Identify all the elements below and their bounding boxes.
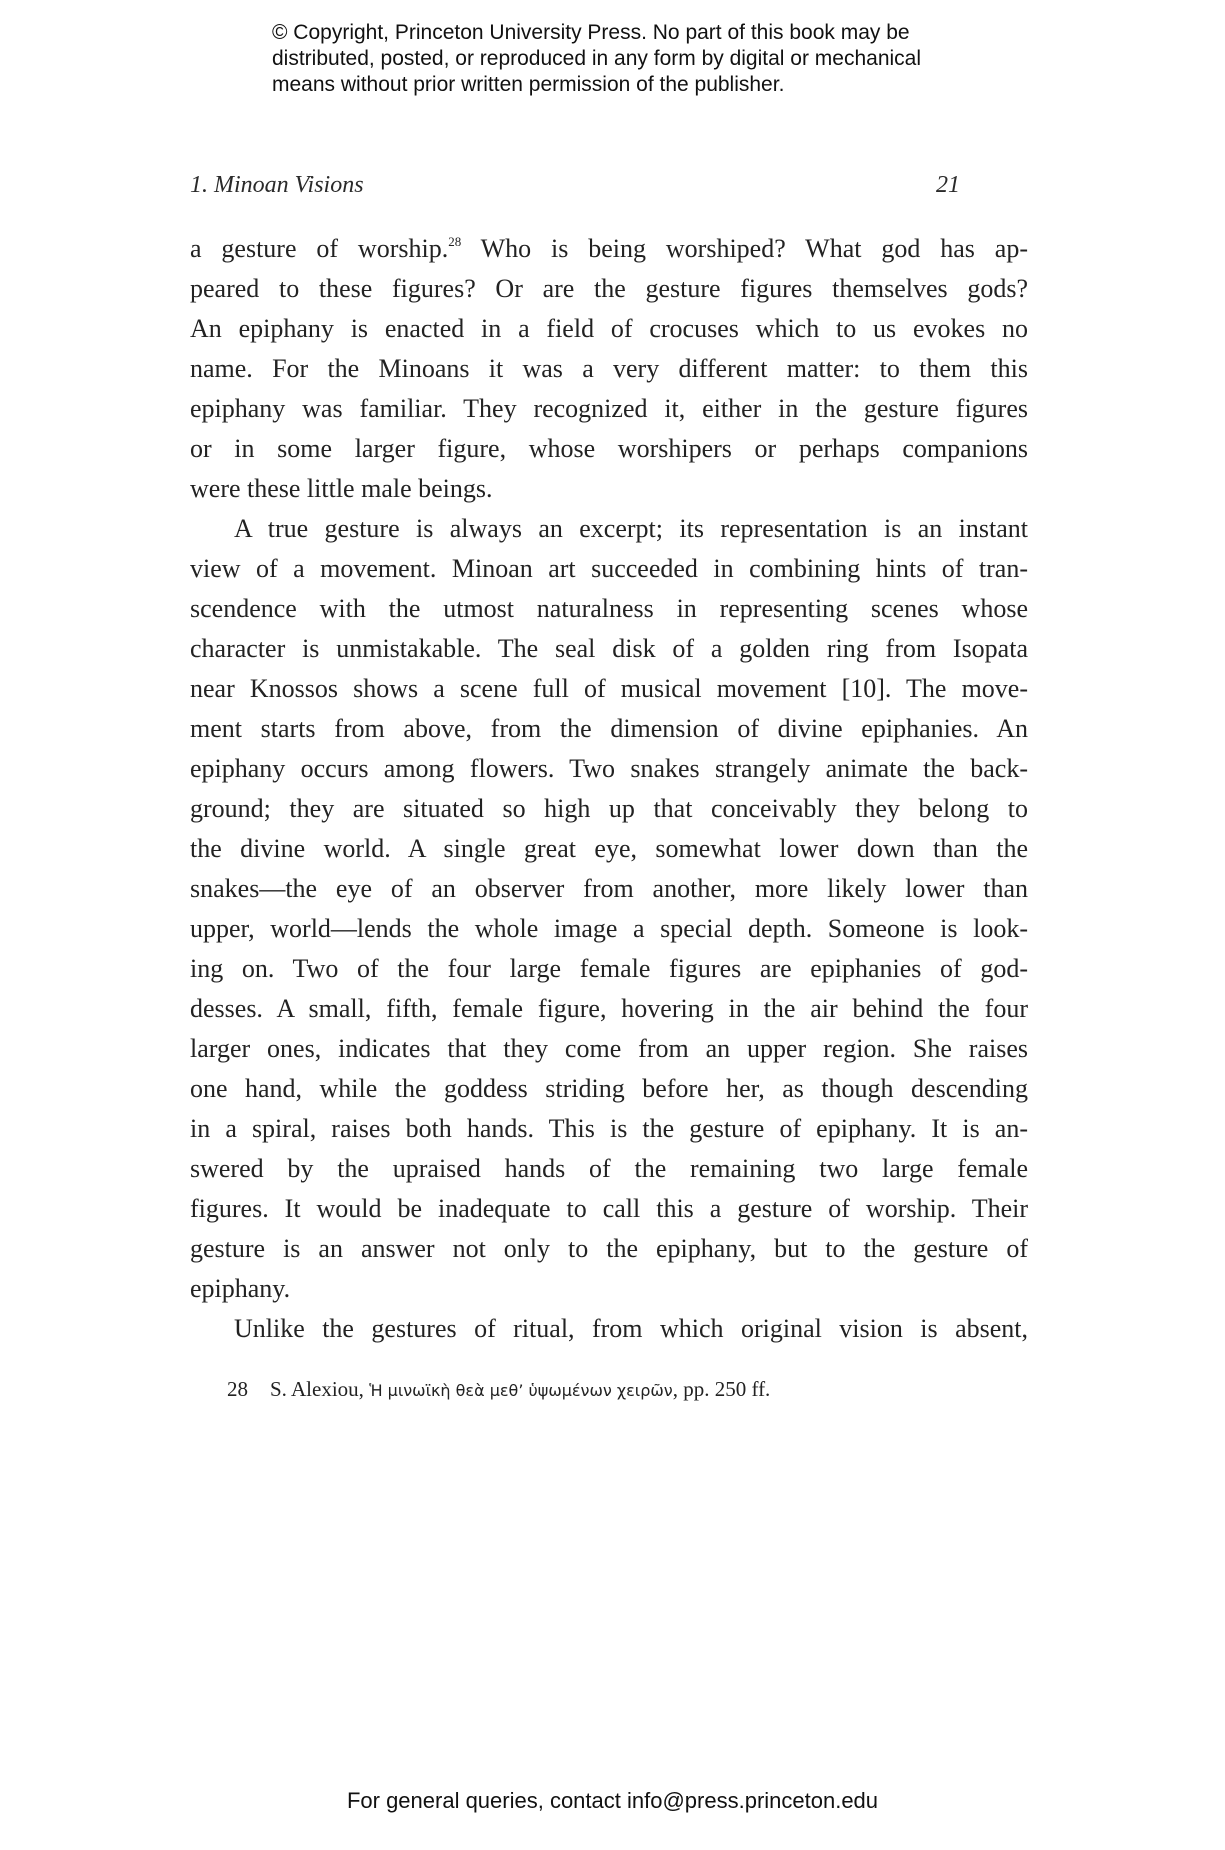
- text-line: epiphany occurs among flowers. Two snakes strangely animate the back-: [190, 754, 1028, 783]
- copyright-notice: [272, 20, 992, 98]
- footnote-reference[interactable]: 28: [448, 234, 462, 249]
- text-line: near Knossos shows a scene full of musical movement [10]. The move-: [190, 674, 1028, 703]
- body-text: [190, 229, 1028, 1349]
- text-line-start: a gesture of worship.: [190, 234, 449, 263]
- footer-contact: For general queries, contact info@press.princeton.edu: [346, 1788, 879, 1813]
- footnote-pages: , pp. 250 ff.: [672, 1377, 771, 1401]
- text-line-end: Who is being worshiped? What god has ap-: [461, 234, 1028, 263]
- running-head: [190, 172, 960, 204]
- text-line: epiphany was familiar. They recognized it, either in the gesture figures: [190, 394, 1028, 423]
- text-line: [190, 229, 1028, 269]
- text-line: swered by the upraised hands of the remaining two large female: [190, 1154, 1028, 1183]
- text-line: the divine world. A single great eye, somewhat lower down than the: [190, 834, 1028, 863]
- text-line: snakes—the eye of an observer from another, more likely lower than: [190, 874, 1028, 903]
- text-line: gesture is an answer not only to the epiphany, but to the gesture of: [190, 1234, 1028, 1263]
- text-line: desses. A small, fifth, female figure, hovering in the air behind the four: [190, 994, 1028, 1023]
- footnote-author: S. Alexiou,: [270, 1377, 370, 1401]
- text-line: figures. It would be inadequate to call this a gesture of worship. Their: [190, 1194, 1028, 1223]
- text-line: or in some larger figure, whose worshipers or perhaps companions: [190, 434, 1028, 463]
- text-line: upper, world—lends the whole image a special depth. Someone is look-: [190, 914, 1028, 943]
- text-line: Unlike the gestures of ritual, from which original vision is absent,: [234, 1314, 1028, 1343]
- copyright-line-3: means without prior written permission of the publisher.: [272, 73, 785, 96]
- footnote-number: 28: [227, 1377, 248, 1401]
- copyright-line-1: © Copyright, Princeton University Press. No part of this book may be: [272, 21, 910, 44]
- text-line: epiphany.: [190, 1274, 291, 1303]
- text-line: A true gesture is always an excerpt; its representation is an instant: [234, 514, 1028, 543]
- text-line: were these little male beings.: [190, 474, 493, 503]
- text-line: name. For the Minoans it was a very different matter: to them this: [190, 354, 1028, 383]
- text-line: scendence with the utmost naturalness in representing scenes whose: [190, 594, 1028, 623]
- text-line: in a spiral, raises both hands. This is the gesture of epiphany. It is an-: [190, 1114, 1028, 1143]
- copyright-line-2: distributed, posted, or reproduced in any form by digital or mechanical: [272, 47, 922, 70]
- text-line: view of a movement. Minoan art succeeded in combining hints of tran-: [190, 554, 1028, 583]
- page-number: 21: [936, 172, 960, 198]
- text-line: An epiphany is enacted in a field of crocuses which to us evokes no: [190, 314, 1028, 343]
- footnote: [227, 1374, 770, 1406]
- text-line: ground; they are situated so high up that conceivably they belong to: [190, 794, 1028, 823]
- chapter-title: 1. Minoan Visions: [190, 172, 364, 198]
- text-line: ment starts from above, from the dimension of divine epiphanies. An: [190, 714, 1028, 743]
- text-line: character is unmistakable. The seal disk of a golden ring from Isopata: [190, 634, 1028, 663]
- text-line: larger ones, indicates that they come from an upper region. She raises: [190, 1034, 1028, 1063]
- footnote-greek-title: Ἡ μινωϊκὴ θεὰ μεθ’ ὑψωμένων χειρῶν: [369, 1381, 673, 1400]
- text-line: one hand, while the goddess striding before her, as though descending: [190, 1074, 1028, 1103]
- text-line: ing on. Two of the four large female figures are epiphanies of god-: [190, 954, 1028, 983]
- text-line: peared to these figures? Or are the gesture figures themselves gods?: [190, 274, 1028, 303]
